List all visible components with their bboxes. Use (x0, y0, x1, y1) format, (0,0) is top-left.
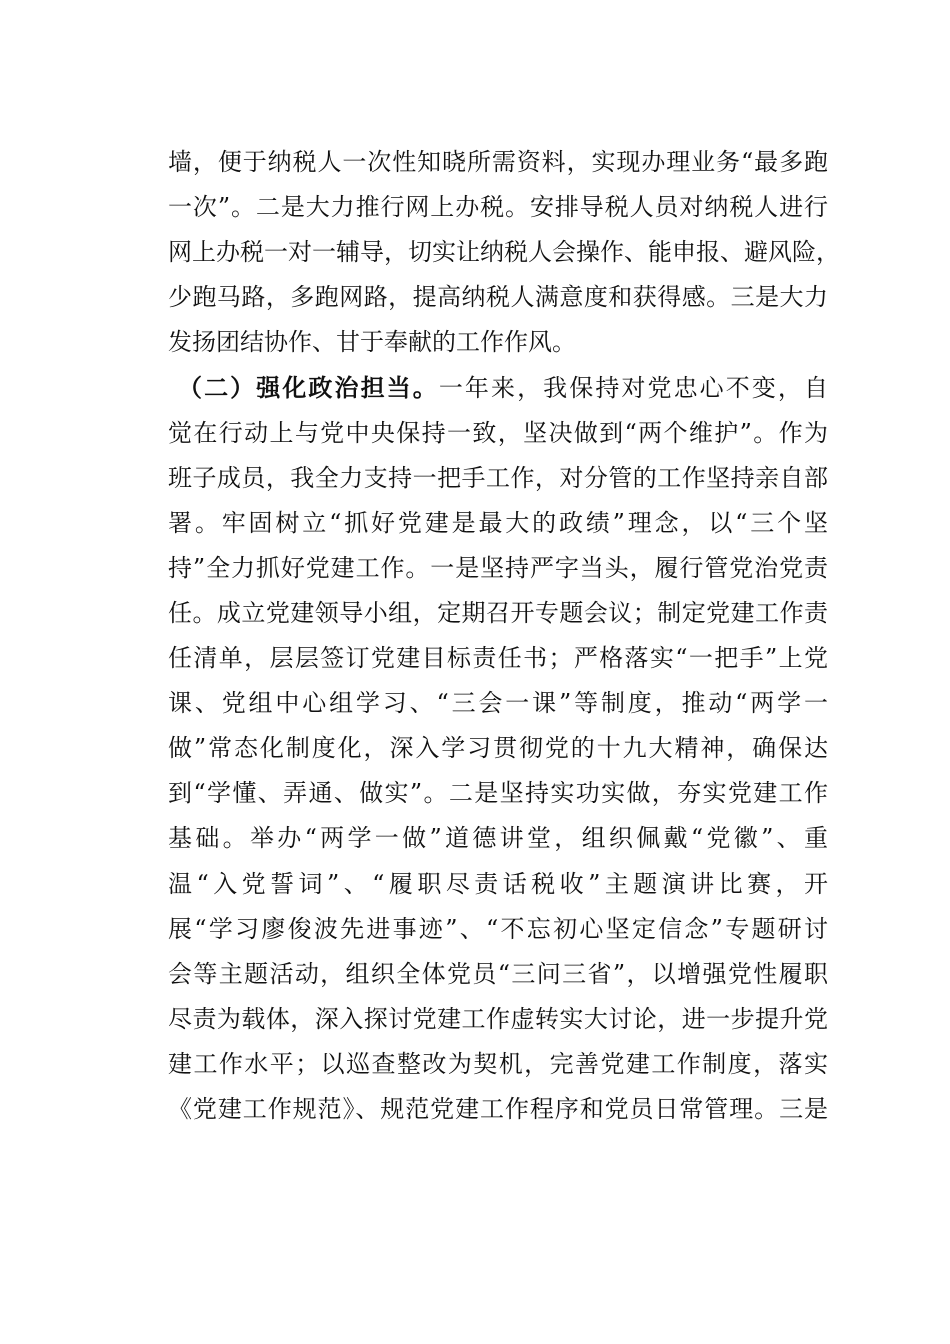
document-body (168, 140, 840, 1132)
text-line: 基础。举办“两学一做”道德讲堂，组织佩戴“党徽”、重 (168, 824, 828, 853)
text-line: 任清单，层层签订党建目标责任书；严格落实“一把手”上党 (168, 644, 828, 673)
text-line: 温“入党誓词”、“履职尽责话税收”主题演讲比赛，开 (168, 869, 828, 898)
text-line: 班子成员，我全力支持一把手工作，对分管的工作坚持亲自部 (168, 463, 828, 492)
heading-line-text: 一年来，我保持对党忠心不变，自 (438, 374, 829, 403)
text-line: 觉在行动上与党中央保持一致，坚决做到“两个维护”。作为 (168, 418, 828, 447)
paragraph-continued (168, 140, 840, 365)
paragraph-political-responsibility (168, 365, 828, 1132)
text-line: 署。牢固树立“抓好党建是最大的政绩”理念，以“三个坚 (168, 508, 828, 537)
text-line: 发扬团结协作、甘于奉献的工作作风。 (168, 328, 576, 357)
text-line: 做”常态化制度化，深入学习贯彻党的十九大精神，确保达 (168, 734, 828, 763)
text-line: 建工作水平；以巡查整改为契机，完善党建工作制度，落实 (168, 1049, 828, 1078)
text-line: 一次”。二是大力推行网上办税。安排导税人员对纳税人进行 (168, 193, 828, 222)
text-line-with-heading (168, 365, 828, 410)
text-line: 《党建工作规范》、规范党建工作程序和党员日常管理。三是 (168, 1094, 828, 1123)
text-line: 持”全力抓好党建工作。一是坚持严字当头，履行管党治党责 (168, 553, 828, 582)
text-line: 会等主题活动，组织全体党员“三问三省”，以增强党性履职 (168, 959, 828, 988)
text-line: 课、党组中心组学习、“三会一课”等制度，推动“两学一 (168, 689, 828, 718)
text-line: 展“学习廖俊波先进事迹”、“不忘初心坚定信念”专题研讨 (168, 914, 828, 943)
text-line: 墙，便于纳税人一次性知晓所需资料，实现办理业务“最多跑 (168, 148, 828, 176)
text-line: 尽责为载体，深入探讨党建工作虚转实大讨论，进一步提升党 (168, 1004, 828, 1033)
text-line: 网上办税一对一辅导，切实让纳税人会操作、能申报、避风险， (168, 238, 840, 267)
text-line: 任。成立党建领导小组，定期召开专题会议；制定党建工作责 (168, 598, 828, 627)
text-line: 少跑马路，多跑网路，提高纳税人满意度和获得感。三是大力 (168, 283, 828, 312)
text-line: 到“学懂、弄通、做实”。二是坚持实功实做，夯实党建工作 (168, 779, 828, 808)
section-heading: （二）强化政治担当。 (178, 373, 439, 403)
